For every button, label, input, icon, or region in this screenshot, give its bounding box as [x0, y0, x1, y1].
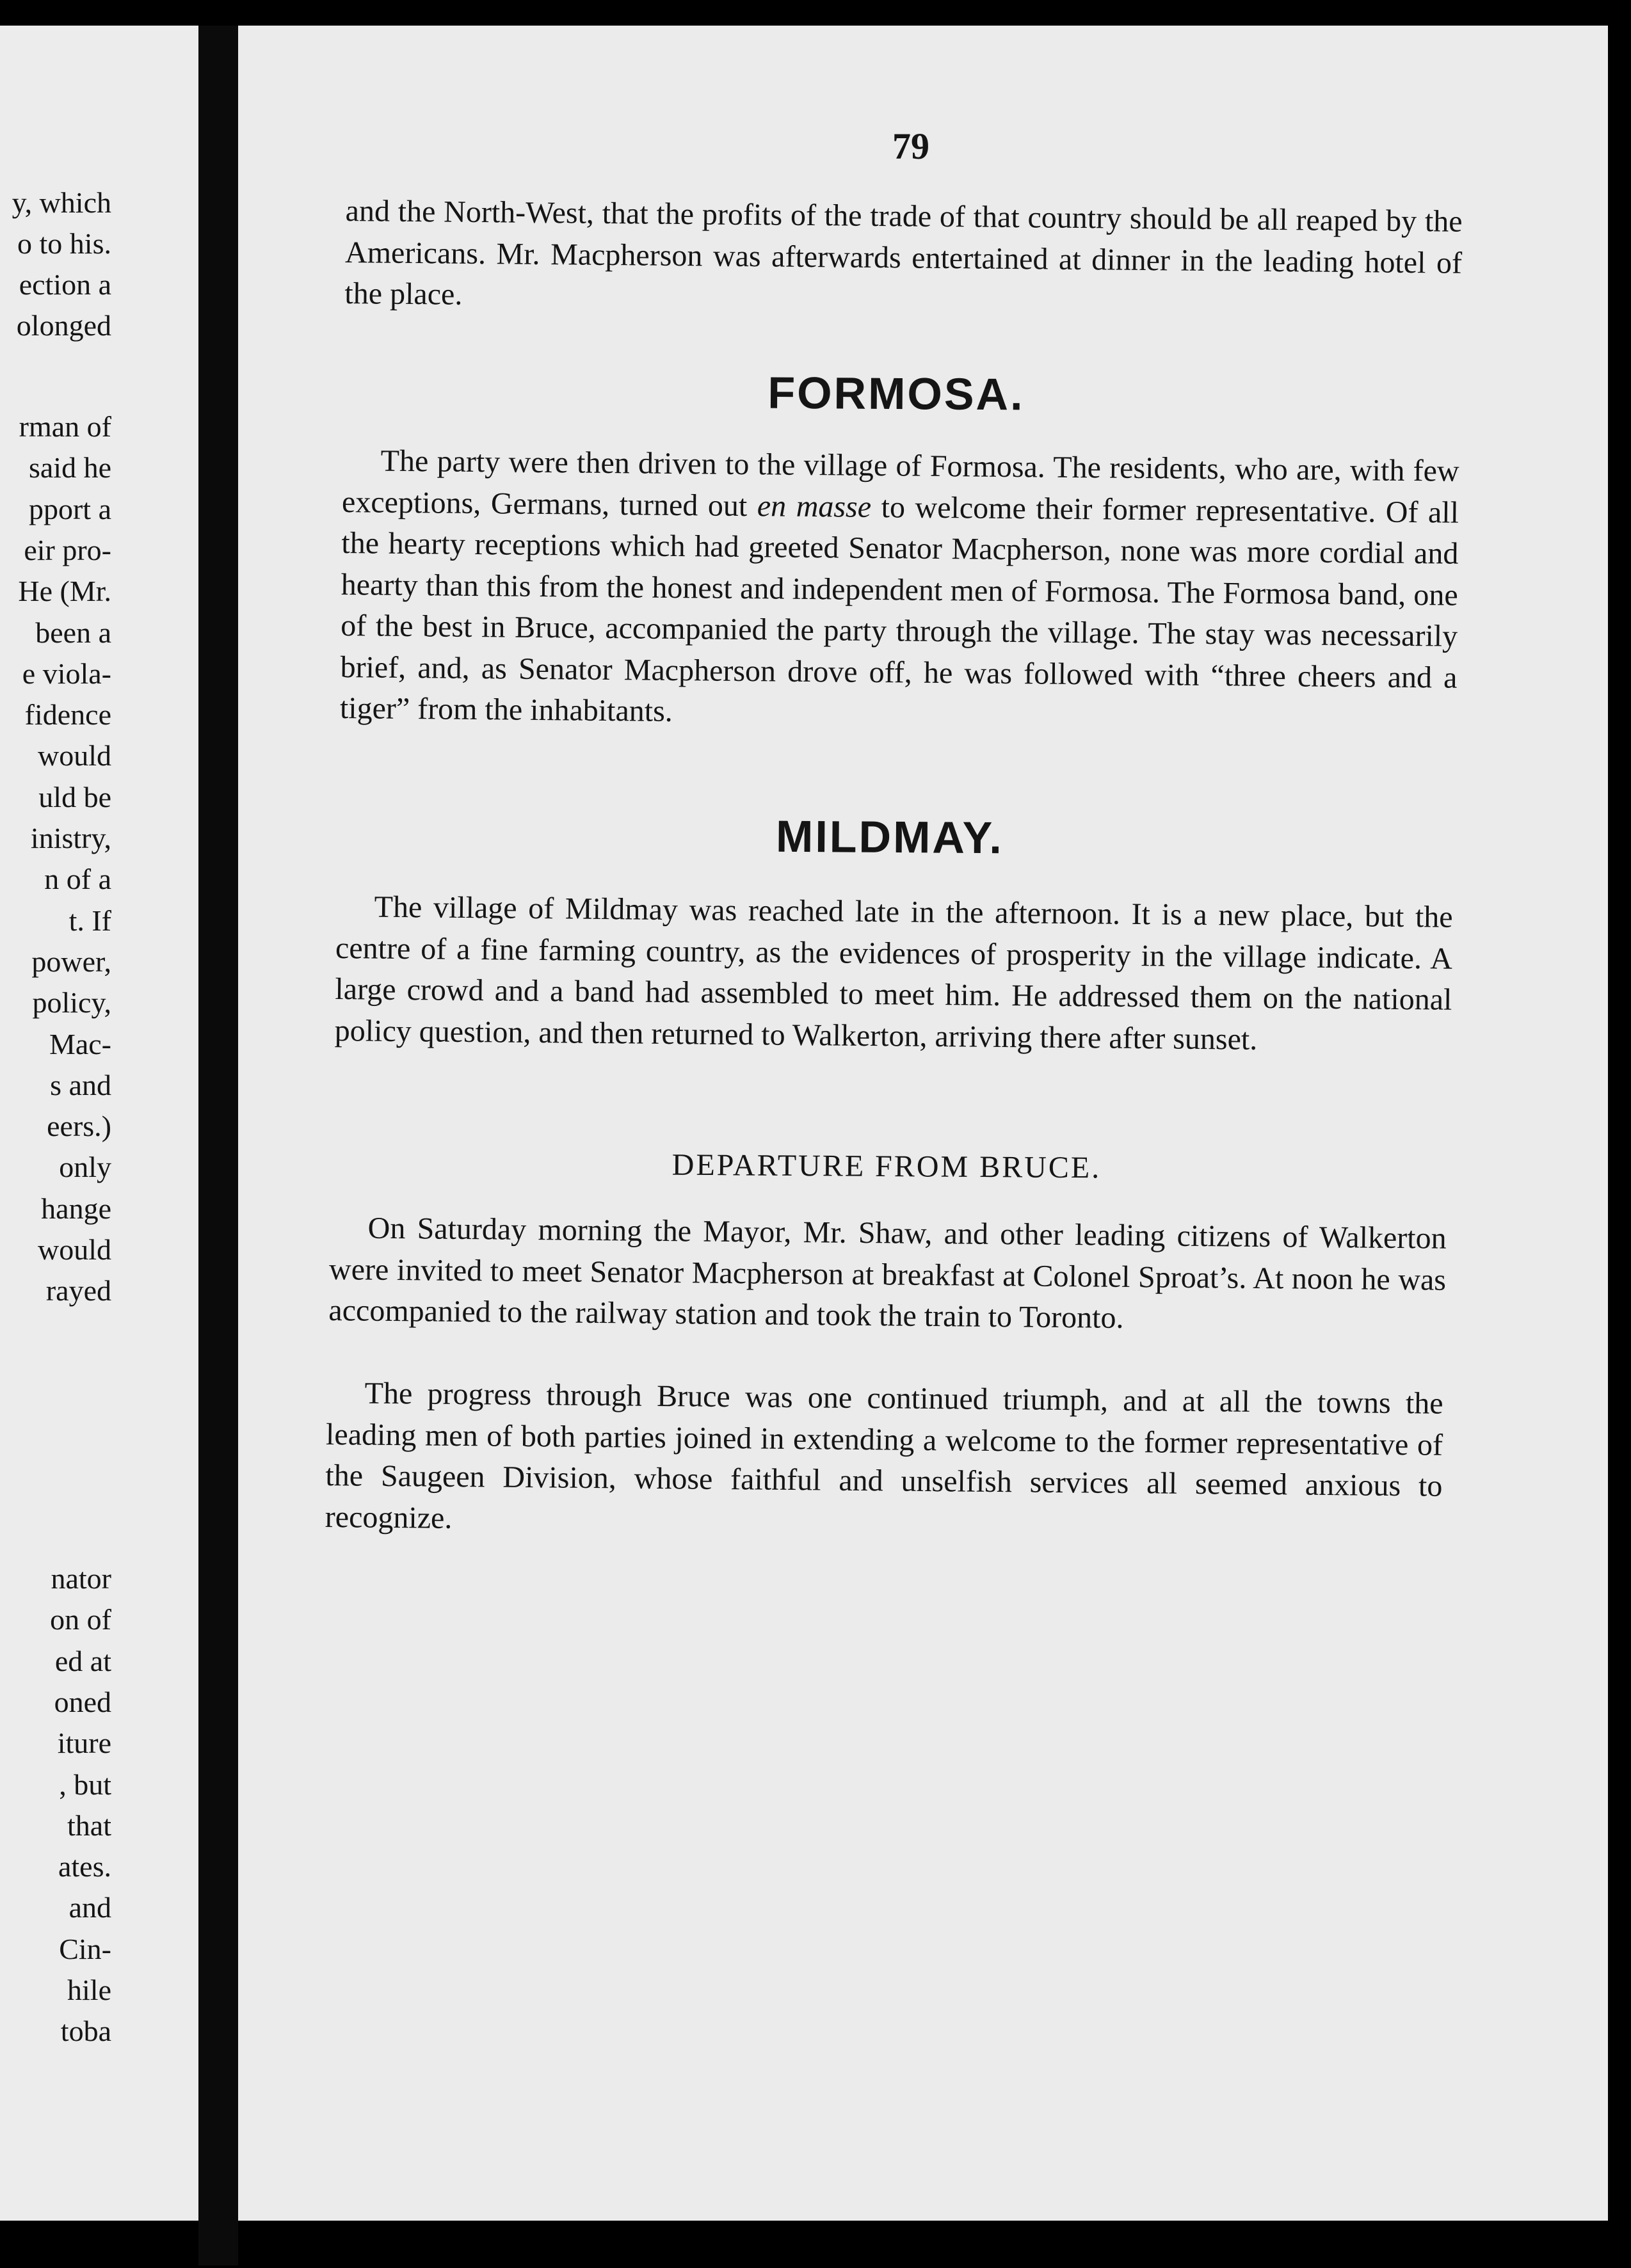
- section-heading-mildmay: MILDMAY.: [775, 811, 1004, 863]
- left-page-fragment: said he: [28, 451, 111, 484]
- left-page-fragment: and: [68, 1891, 111, 1924]
- left-page-fragment: olonged: [16, 309, 111, 342]
- left-page: [0, 26, 198, 2221]
- left-page-fragment: that: [67, 1809, 111, 1842]
- left-page-fragment: Mac-: [49, 1027, 111, 1060]
- page-number: 79: [892, 125, 929, 167]
- left-page-fragment: , but: [59, 1768, 111, 1801]
- formosa-paragraph: [340, 440, 1459, 740]
- left-page-text-fragments: [0, 26, 111, 2221]
- departure-paragraph-2: The progress through Bruce was one continued triumph, and at all the towns the leading men of both parties joined in extending a welcome to the former representative of the Saugeen Division, whose faithful and unselfish services all seemed anxious to recognize.: [325, 1376, 1443, 1535]
- left-page-fragment: Cin-: [59, 1932, 111, 1965]
- left-page-fragment: eir pro-: [24, 533, 111, 566]
- left-page-fragment: pport a: [28, 492, 111, 525]
- left-page-fragment: iture: [57, 1727, 111, 1760]
- left-page-fragment: policy,: [32, 986, 111, 1019]
- right-page: [238, 26, 1608, 2221]
- formosa-paragraph-text-1: The party were then driven to the village of Formosa. The residents, who are, with few exceptions, Germans, turned out: [341, 443, 1459, 523]
- left-page-fragment: on of: [50, 1603, 111, 1636]
- left-page-fragment: s and: [50, 1068, 111, 1101]
- left-page-fragment: rayed: [45, 1274, 111, 1307]
- left-page-fragment: e viola-: [22, 657, 111, 690]
- section-heading-departure: DEPARTURE FROM BRUCE.: [671, 1147, 1102, 1185]
- left-page-fragment: oned: [54, 1685, 111, 1718]
- left-page-fragment: fidence: [24, 698, 111, 731]
- left-page-fragment: ection a: [19, 268, 111, 301]
- book-gutter: [198, 26, 238, 2265]
- left-page-fragment: n of a: [44, 863, 111, 896]
- left-page-fragment: would: [38, 1233, 111, 1266]
- left-page-fragment: only: [59, 1151, 111, 1184]
- left-page-fragment: o to his.: [17, 227, 111, 260]
- left-page-fragment: been a: [35, 616, 111, 649]
- left-page-fragment: y, which: [12, 186, 111, 219]
- mildmay-paragraph: The village of Mildmay was reached late in the afternoon. It is a new place, but the centre of a fine farming country, as the evidences of prosperity in the village indicate. A large crowd and a band had assembled to meet him. He addressed them on the national policy question, and then returned to Walkerton, arriving there after sunset.: [334, 890, 1453, 1057]
- formosa-italic-phrase: en masse: [757, 488, 872, 524]
- left-page-fragment: eers.): [47, 1110, 111, 1143]
- left-page-fragment: power,: [31, 945, 111, 978]
- left-page-fragment: hile: [67, 1974, 111, 2006]
- left-page-fragment: hange: [41, 1192, 111, 1225]
- formosa-paragraph-text-2: to welcome their former representative. Of all the hearty receptions which had greeted Senator Macpherson, none was more cordial and hearty than this from the honest and independent men of Formosa. The Formosa band, one of the best in Bruce, accompanied the party through the village. The stay was necessarily brief, and, as Senator Macpherson drove off, he was followed with “three cheers and a tiger” from the inhabitants.: [339, 490, 1459, 728]
- departure-paragraph-1: On Saturday morning the Mayor, Mr. Shaw, and other leading citizens of Walkerton were invited to meet Senator Macpherson at breakfast at Colonel Sproat’s. At noon he was accompanied to the railway station and took the train to Toronto.: [328, 1211, 1447, 1335]
- left-page-fragment: inistry,: [30, 822, 111, 854]
- section-heading-formosa: FORMOSA.: [767, 367, 1025, 420]
- left-page-fragment: He (Mr.: [18, 575, 111, 608]
- left-page-fragment: t. If: [68, 904, 111, 937]
- left-page-fragment: rman of: [19, 410, 111, 443]
- left-page-fragment: uld be: [38, 780, 111, 813]
- left-page-fragment: ates.: [58, 1850, 111, 1883]
- left-page-fragment: would: [38, 739, 111, 772]
- left-page-fragment: nator: [51, 1562, 111, 1595]
- left-page-fragment: toba: [60, 2015, 111, 2048]
- left-page-fragment: ed at: [54, 1644, 111, 1677]
- opening-paragraph: and the North-West, that the profits of the trade of that country should be all reaped by the Americans. Mr. Macpherson was afterwards entertained at dinner in the leading hotel of the place.: [344, 193, 1463, 312]
- scan-border: [1608, 96, 1631, 2268]
